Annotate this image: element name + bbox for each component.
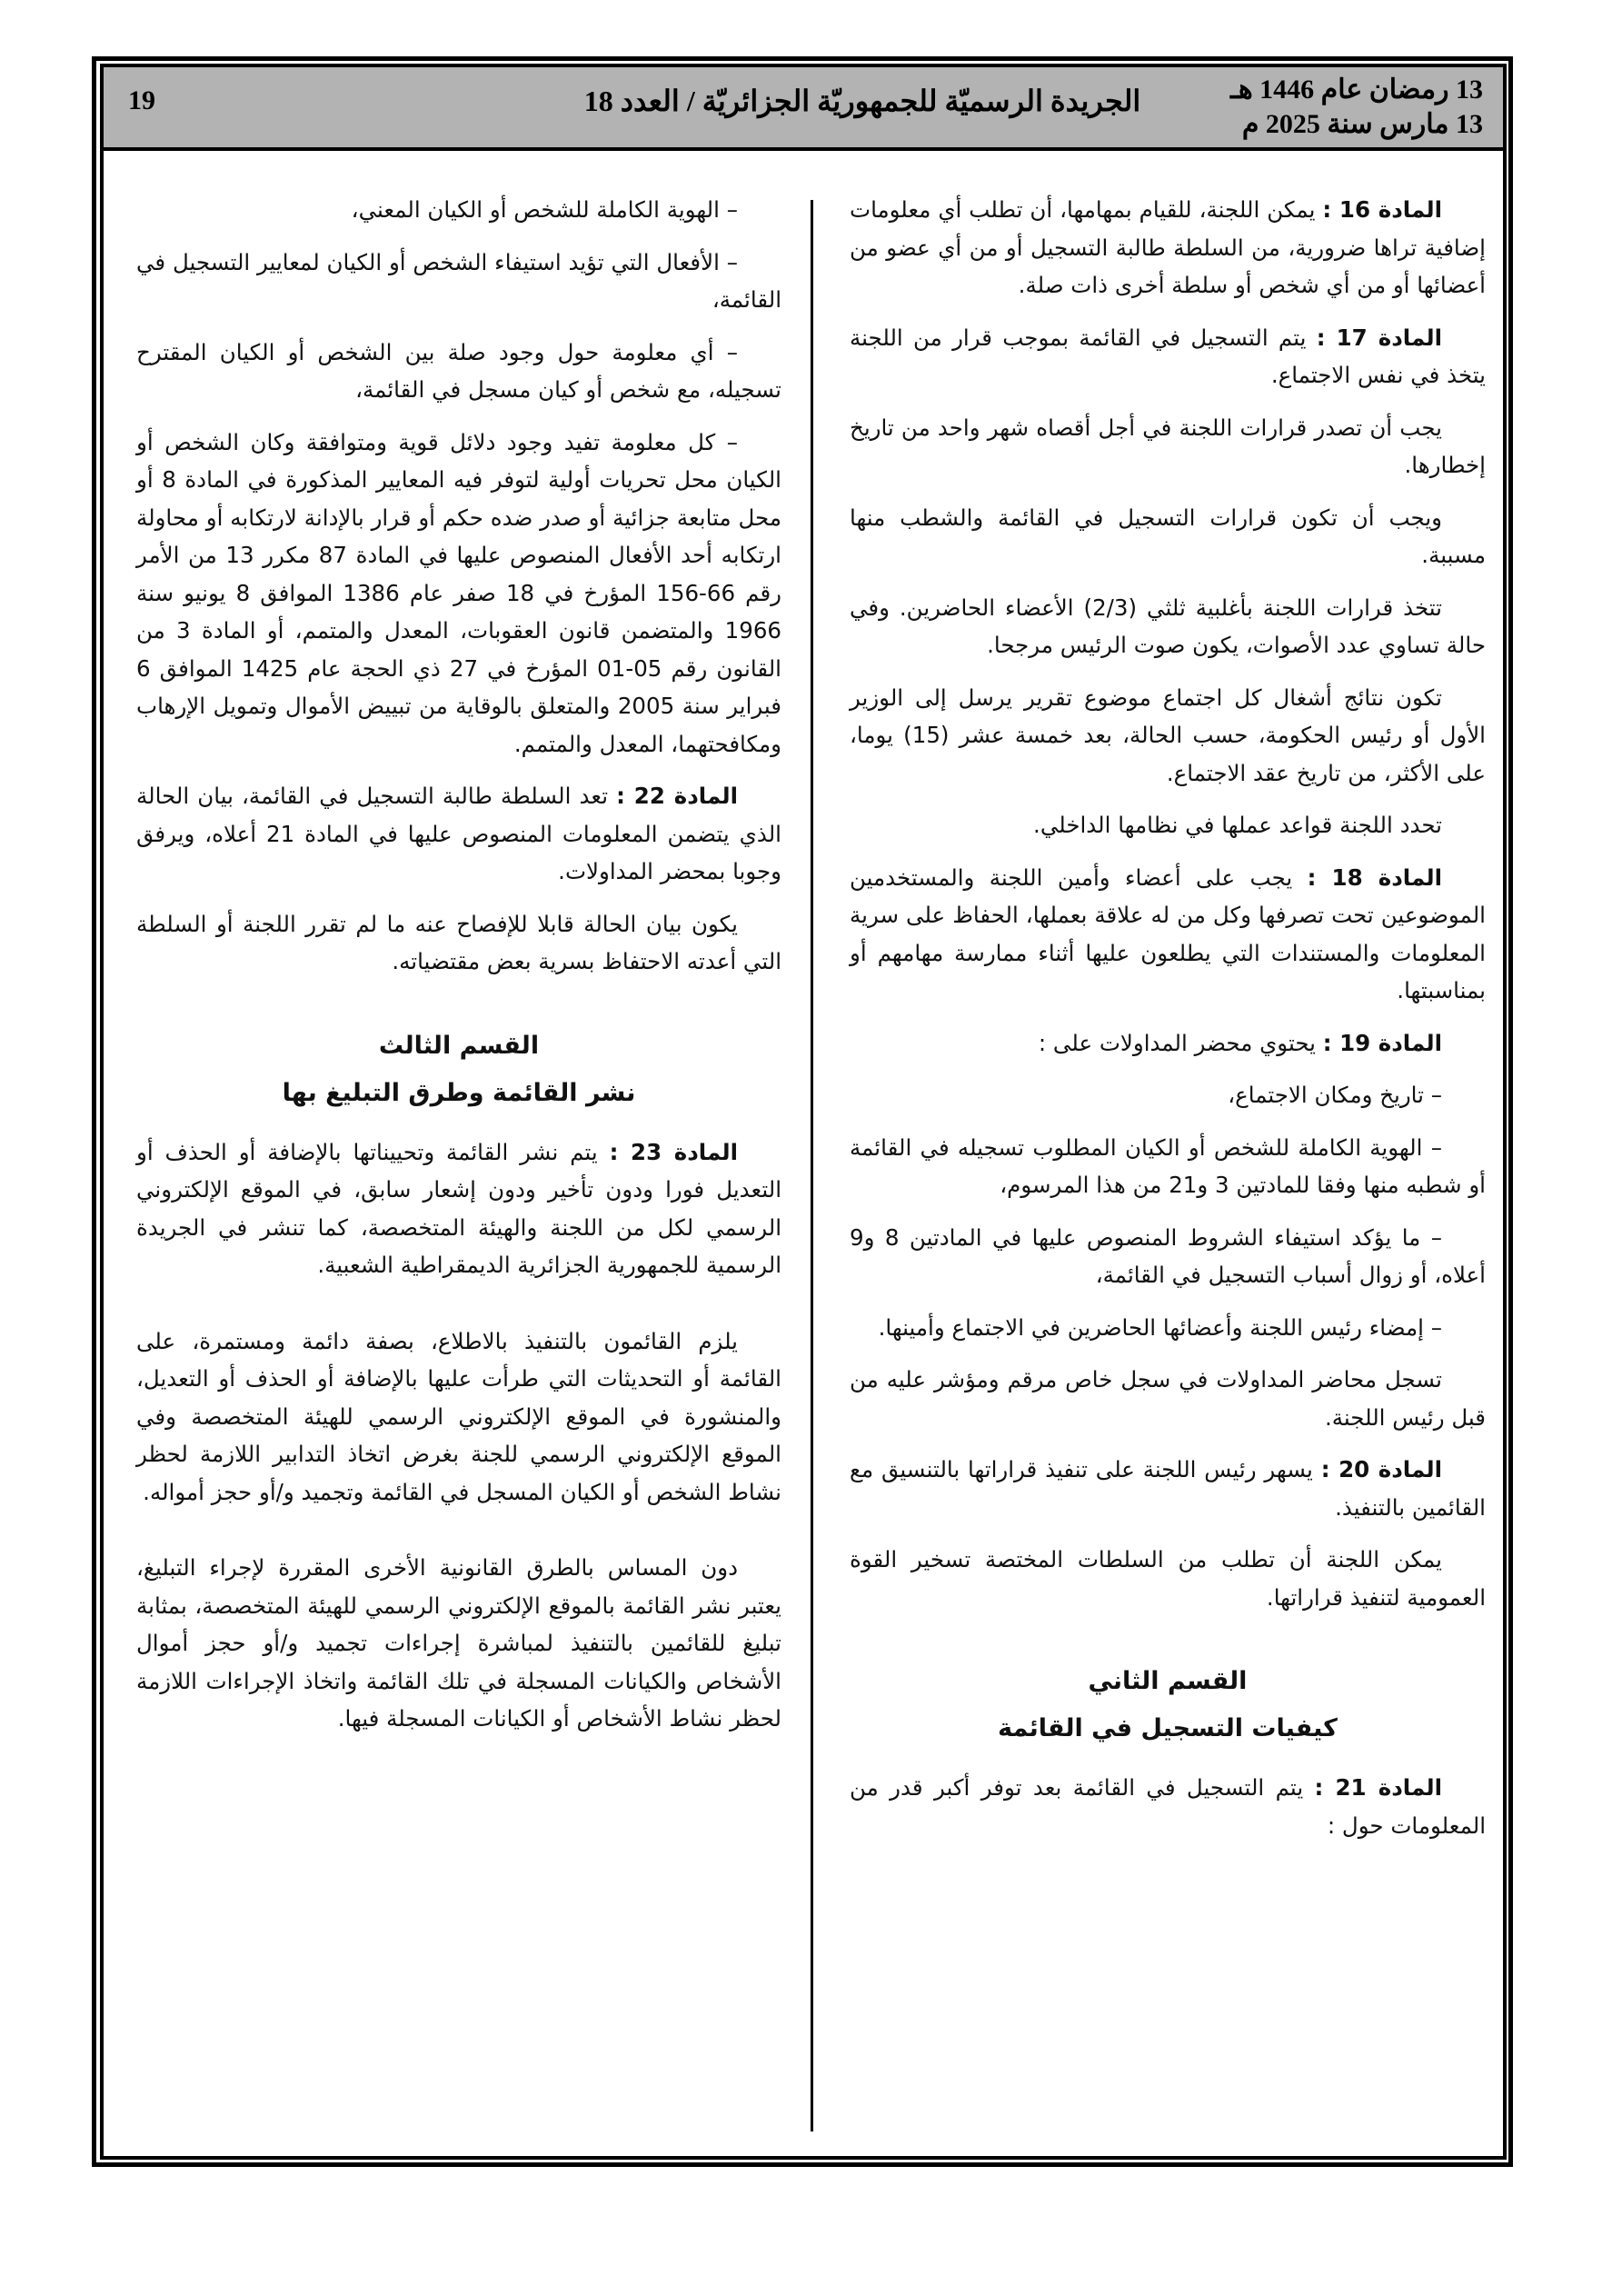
- article-label: المادة 19 :: [1322, 1029, 1442, 1056]
- paragraph: تتخذ قرارات اللجنة بأغلبية ثلثي (2/3) الأعضاء الحاضرين. وفي حالة تساوي عدد الأصوات، يكون صوت الرئيس مرجحا.: [850, 594, 1486, 658]
- section-2-heading: [850, 1658, 1486, 1752]
- list-item: – الهوية الكاملة للشخص أو الكيان المعني،: [351, 196, 738, 223]
- article-label: المادة 22 :: [616, 783, 739, 809]
- article-text: يمكن اللجنة، للقيام بمهامها، أن تطلب أي معلومات إضافية تراها ضرورية، من السلطة طالبة التسجيل أو من أي عضو من أعضائها أو من أي شخص أو سلطة أخرى ذات صلة.: [850, 196, 1486, 298]
- paragraph: ويجب أن تكون قرارات التسجيل في القائمة والشطب منها مسببة.: [850, 504, 1486, 568]
- article-label: المادة 17 :: [1316, 324, 1442, 351]
- article-text: يتم التسجيل في القائمة بموجب قرار من اللجنة يتخذ في نفس الاجتماع.: [850, 324, 1486, 388]
- spacer: [136, 1525, 781, 1549]
- paragraph: تكون نتائج أشغال كل اجتماع موضوع تقرير يرسل إلى الوزير الأول أو رئيس الحكومة، حسب الحالة، بعد خمسة عشر (15) يوما، على الأكثر، من تاريخ عقد الاجتماع.: [850, 684, 1486, 786]
- section-title: القسم الثاني: [1088, 1667, 1248, 1695]
- list-item: – الأفعال التي تؤيد استيفاء الشخص أو الكيان لمعايير التسجيل في القائمة،: [136, 248, 781, 313]
- section-3-heading: [136, 1023, 781, 1117]
- list-item: – أي معلومة حول وجود صلة بين الشخص أو الكيان المقترح تسجيله، مع شخص أو كيان مسجل في القائمة،: [136, 338, 781, 403]
- article-21: [850, 1769, 1486, 1844]
- gazette-title: الجريدة الرسميّة للجمهوريّة الجزائريّة / العدد 18: [583, 85, 1141, 117]
- article-label: المادة 18 :: [1307, 863, 1443, 891]
- paragraph: يمكن اللجنة أن تطلب من السلطات المختصة تسخير القوة العمومية لتنفيذ قراراتها.: [850, 1546, 1486, 1611]
- article-label: المادة 20 :: [1320, 1456, 1443, 1482]
- article-text: يسهر رئيس اللجنة على تنفيذ قراراتها بالتنسيق مع القائمين بالتنفيذ.: [850, 1456, 1486, 1521]
- paragraph: يكون بيان الحالة قابلا للإفصاح عنه ما لم تقرر اللجنة أو السلطة التي أعدته الاحتفاظ بسرية بعض مقتضياته.: [136, 910, 781, 974]
- page-number: 19: [128, 85, 155, 115]
- article-17: [850, 319, 1486, 394]
- hijri-date: 13 رمضان عام 1446 هـ: [1230, 75, 1483, 105]
- article-20: [850, 1451, 1486, 1526]
- article-label: المادة 21 :: [1314, 1774, 1442, 1801]
- left-column: [136, 191, 781, 1752]
- page-header: [104, 67, 1503, 151]
- right-column: [850, 191, 1486, 1859]
- article-label: المادة 23 :: [609, 1138, 738, 1165]
- list-item: – تاريخ ومكان الاجتماع،: [1228, 1082, 1442, 1108]
- article-19: [850, 1024, 1486, 1063]
- article-label: المادة 16 :: [1322, 196, 1443, 223]
- article-22: [136, 777, 781, 891]
- list-item: – إمضاء رئيس اللجنة وأعضائها الحاضرين في الاجتماع وأمينها.: [878, 1313, 1442, 1341]
- paragraph: يلزم القائمون بالتنفيذ بالاطلاع، بصفة دائمة ومستمرة، على القائمة أو التحديثات التي طرأت عليها بالإضافة أو الحذف أو التعديل، والمنشورة في الموقع الإلكتروني الرسمي للهيئة المتخصصة وفي الموقع الإلكتروني الرسمي للجنة بغرض اتخاذ التدابير اللازمة لحظر نشاط الشخص أو الكيان المسجل في القائمة وتجميد و/أو حجز أمواله.: [136, 1327, 781, 1505]
- article-16: [850, 191, 1486, 304]
- paragraph: دون المساس بالطرق القانونية الأخرى المقررة لإجراء التبليغ، يعتبر نشر القائمة بالموقع الإلكتروني الرسمي للهيئة المتخصصة، بمثابة تبليغ للقائمين بالتنفيذ لمباشرة إجراءات تجميد و/أو حجز أموال الأشخاص والكيانات المسجلة في تلك القائمة واتخاذ الإجراءات اللازمة لحظر نشاط الأشخاص أو الكيانات المسجلة فيها.: [136, 1554, 781, 1732]
- list-item: – كل معلومة تفيد وجود دلائل قوية ومتوافقة وكان الشخص أو الكيان محل تحريات أولية لتوفر فيه المعايير المذكورة في المادة 8 أو محل متابعة جزائية أو صدر ضده حكم أو قرار بالإدانة لارتكابه أو محاولة ارتكابه أحد الأفعال المنصوص عليها في المادة 87 مكرر 13 من الأمر رقم 66-156 المؤرخ في 18 صفر عام 1386 الموافق 8 يونيو سنة 1966 والمتضمن قانون العقوبات، المعدل والمتمم، أو المادة 3 من القانون رقم 05-01 المؤرخ في 27 ذي الحجة عام 1425 الموافق 6 فبراير سنة 2005 والمتعلق بالوقاية من تبييض الأموال وتمويل الإرهاب ومكافحتهما، المعدل والمتمم.: [136, 428, 782, 757]
- article-23: [136, 1133, 781, 1284]
- article-text: يتم نشر القائمة وتحييناتها بالإضافة أو الحذف أو التعديل فورا ودون تأخير ودون إشعار سابق، في الموقع الإلكتروني الرسمي لكل من اللجنة والهيئة المتخصصة، كما تنشر في الجريدة الرسمية للجمهورية الجزائرية الديمقراطية الشعبية.: [136, 1138, 781, 1278]
- article-18: [850, 859, 1486, 1010]
- paragraph: يجب أن تصدر قرارات اللجنة في أجل أقصاه شهر واحد من تاريخ إخطارها.: [850, 414, 1486, 478]
- article-text: يتم التسجيل في القائمة بعد توفر أكبر قدر من المعلومات حول :: [850, 1774, 1486, 1839]
- column-divider: [811, 200, 813, 2131]
- spacer: [136, 1299, 781, 1323]
- section-title: القسم الثالث: [378, 1031, 540, 1060]
- article-text: يحتوي محضر المداولات على :: [1038, 1029, 1323, 1056]
- section-subtitle: كيفيات التسجيل في القائمة: [998, 1714, 1338, 1742]
- article-text: يجب على أعضاء وأمين اللجنة والمستخدمين الموضوعين تحت تصرفها وكل من له علاقة بعملها، الحفاظ على سرية المعلومات والمستندات التي يطلعون عليها أثناء ممارسة مهامهم أو بمناسبتها.: [850, 863, 1486, 1003]
- list-item: – الهوية الكاملة للشخص أو الكيان المطلوب تسجيله في القائمة أو شطبه منها وفقا للمادتين 3 و21 من هذا المرسوم،: [850, 1133, 1486, 1198]
- paragraph: تسجل محاضر المداولات في سجل خاص مرقم ومؤشر عليه من قبل رئيس اللجنة.: [850, 1366, 1486, 1431]
- section-subtitle: نشر القائمة وطرق التبليغ بها: [282, 1078, 636, 1107]
- list-item: – ما يؤكد استيفاء الشروط المنصوص عليها في المادتين 8 و9 أعلاه، أو زوال أسباب التسجيل في القائمة،: [850, 1223, 1486, 1288]
- article-text: تعد السلطة طالبة التسجيل في القائمة، بيان الحالة الذي يتضمن المعلومات المنصوص عليها في المادة 21 أعلاه، ويرفق وجوبا بمحضر المداولات.: [136, 783, 781, 884]
- gregorian-date: 13 مارس سنة 2025 م: [1241, 109, 1483, 139]
- paragraph: تحدد اللجنة قواعد عملها في نظامها الداخلي.: [1033, 812, 1442, 838]
